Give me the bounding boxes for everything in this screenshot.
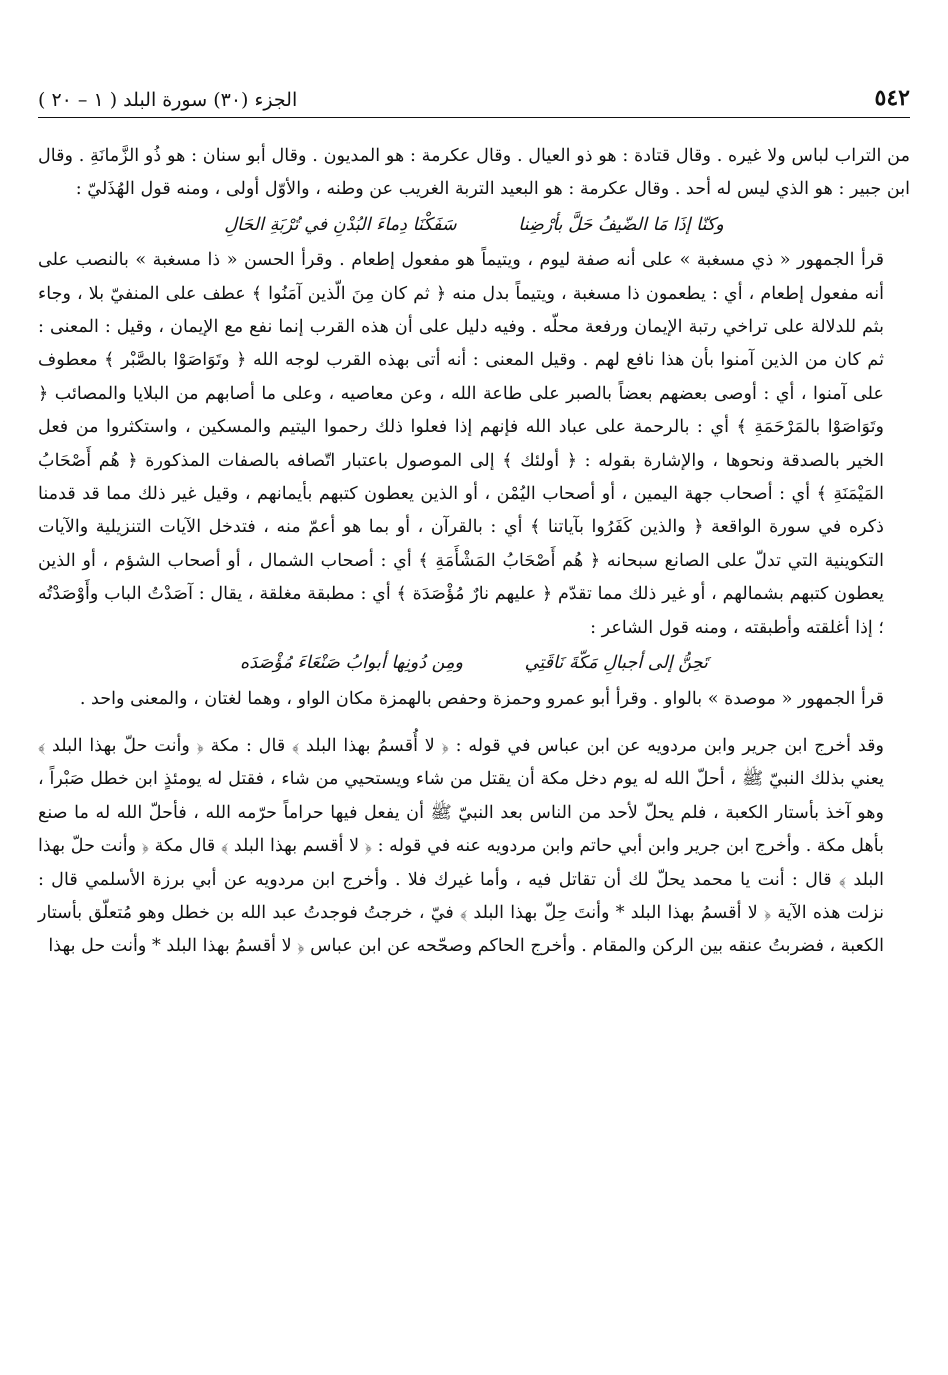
page-header (38, 80, 910, 118)
paragraph: قرأ الجمهور « موصدة » بالواو . وقرأ أبو عمرو وحمزة وحفص بالهمزة مكان الواو ، وهما لغتان ، والمعنى واحد . (79, 688, 884, 709)
paragraph: وقد أخرج ابن جرير وابن مردويه عن ابن عباس في قوله : ﴿ لا أُقسمُ بهذا البلد ﴾ قال : مكة ﴿ وأنت حلّ بهذا البلد ﴾ يعني بذلك النبيّ ﷺ ، أحلّ الله له يوم دخل مكة أن يقتل من شاء ويستحيي من شاء ، فقتل له يومئذٍ ابن خطل صَبْراً ، وهو آخذ بأستار الكعبة ، فلم يحلّ لأحد من الناس بعد النبيّ ﷺ أن يفعل فيها حراماً حرّمه الله ، فأحلّ الله له ما صنع بأهل مكة . وأخرج ابن جرير وابن أبي حاتم وابن مردويه عنه في قوله : ﴿ لا أقسم بهذا البلد ﴾ قال مكة ﴿ وأنت حلّ بهذا البلد ﴾ قال : أنت يا محمد يحلّ لك أن تقاتل فيه ، وأما غيرك فلا . وأخرج ابن مردويه عن أبي برزة الأسلمي قال : نزلت هذه الآية ﴿ لا أقسمُ بهذا البلد * وأنتَ حِلّ بهذا البلد ﴾ فيّ ، خرجتُ فوجدتُ عبد الله بن خطل وهو مُتعلّق بأستار الكعبة ، فضربتُ عنقه بين الركن والمقام . وأخرج الحاكم وصحّحه عن ابن عباس ﴿ لا أقسمُ بهذا البلد * وأنت حل بهذا (38, 735, 884, 957)
section-gap (38, 716, 910, 730)
paragraph: من التراب لباس ولا غيره . وقال قتادة : هو ذو العيال . وقال عكرمة : هو المديون . وقال أبو سنان : هو ذُو الزَّمانَةِ . وقال ابن جبير : هو الذي ليس له أحد . وقال عكرمة : هو البعيد التربة الغريب عن وطنه ، والأوّل أولى ، ومنه قول الهُذَليّ : (38, 146, 910, 200)
running-title: الجزء (٣٠) سورة البلد ( ١ – ٢٠ ) (38, 89, 298, 111)
page-body (38, 140, 910, 964)
verse-first-hemistich: وكنّا إذَا مَا الضّيفُ حَلَّ بأرْضِنا (518, 214, 724, 235)
page-number: ٥٤٢ (874, 85, 910, 111)
poetry-verse (38, 645, 910, 682)
verse-first-hemistich: تَحِنُّ إلى أجبالِ مَكّةَ نَاقَتِي (524, 653, 708, 674)
poetry-verse (38, 207, 910, 244)
verse-second-hemistich: سَفَكْنَا دِماءَ البُدْنِ في تُرْبَةِ الحَالِ (224, 214, 457, 235)
paragraph: قرأ الجمهور « ذي مسغبة » على أنه صفة ليوم ، ويتيماً هو مفعول إطعام . وقرأ الحسن « ذا مسغبة » بالنصب على أنه مفعول إطعام ، أي : يطعمون ذا مسغبة ، ويتيماً بدل منه ﴿ ثم كان مِنَ الّذين آمَنُوا ﴾ عطف على المنفيّ بلا ، وجاء بثم للدلالة على تراخي رتبة الإيمان ورفعة محلّه . وفيه دليل على أن هذه القرب إنما نفع مع الإيمان ، وقيل : المعنى : ثم كان من الذين آمنوا بأن هذا نافع لهم . وقيل المعنى : أنه أتى بهذه القرب لوجه الله ﴿ وتَوَاصَوْا بالصَّبْر ﴾ معطوف على آمنوا ، أي : أوصى بعضهم بعضاً بالصبر على طاعة الله ، وعن معاصيه ، وعلى ما أصابهم من البلايا والمصائب ﴿ وتَوَاصَوْا بالمَرْحَمَةِ ﴾ أي : بالرحمة على عباد الله فإنهم إذا فعلوا ذلك رحموا اليتيم والمسكين ، واستكثروا من فعل الخير بالصدقة ونحوها ، والإشارة بقوله : ﴿ أولئك ﴾ إلى الموصول باعتبار اتّصافه بالصفات المذكورة ﴿ هُم أَصْحَابُ المَيْمَنَةِ ﴾ أي : أصحاب جهة اليمين ، أو أصحاب اليُمْن ، أو الذين يعطون كتبهم بأيمانهم ، وقيل غير ذلك مما قد قدمنا ذكره في سورة الواقعة ﴿ والذين كَفَرُوا بآياتنا ﴾ أي : بالقرآن ، أو بما هو أعمّ منه ، فتدخل الآيات التنزيلية والآيات التكوينية التي تدلّ على الصانع سبحانه ﴿ هُم أَصْحَابُ المَشْأَمَةِ ﴾ أي : أصحاب الشمال ، أو أصحاب الشؤم ، أو الذين يعطون كتبهم بشمالهم ، أو غير ذلك مما تقدّم ﴿ عليهم نارٌ مُؤْصَدَة ﴾ أي : مطبقة مغلقة ، يقال : آصَدْتُ الباب وأَوْصَدْتُه ؛ إذا أغلقته وأطبقته ، ومنه قول الشاعر : (38, 250, 884, 638)
verse-second-hemistich: ومِن دُونِها أبوابُ صَنْعَاءَ مُؤْصَدَه (240, 653, 463, 674)
